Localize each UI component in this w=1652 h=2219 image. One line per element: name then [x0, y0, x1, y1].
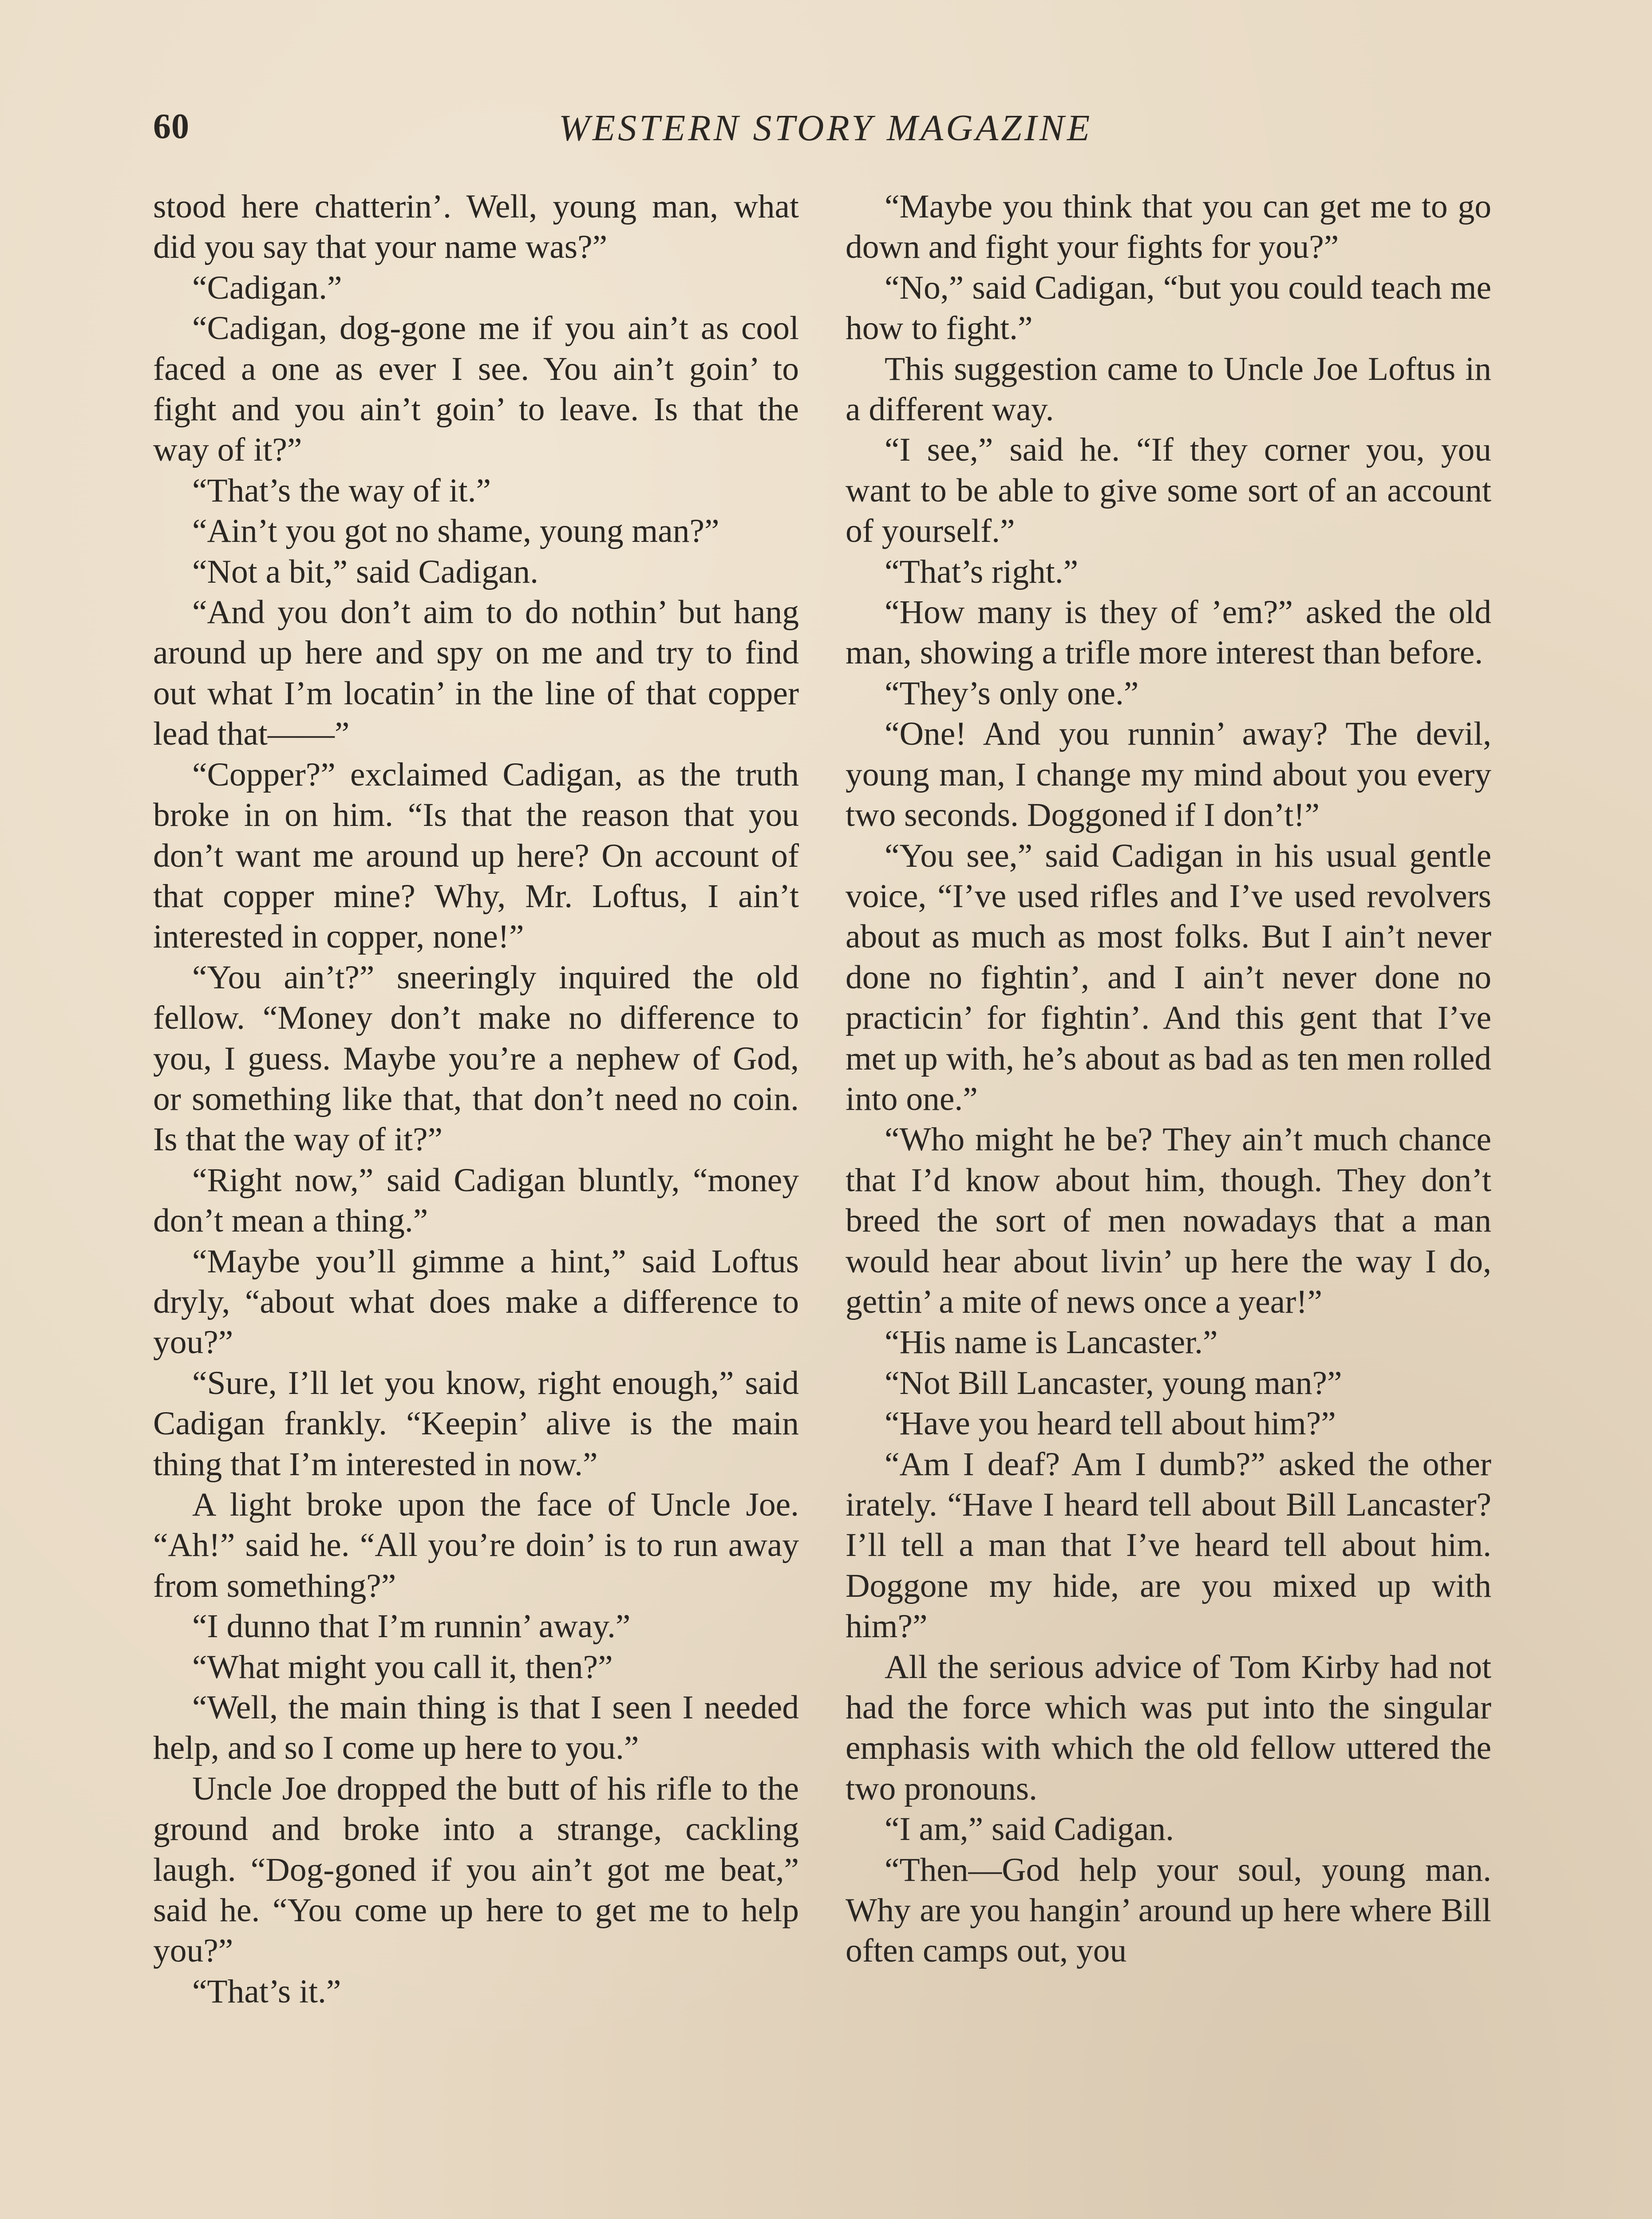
paragraph: “Then—God help your soul, young man. Why are you hangin’ around up here where Bill often camps out, you	[846, 1851, 1491, 1970]
paragraph: “They’s only one.”	[885, 675, 1139, 712]
paragraph: “That’s right.”	[885, 553, 1079, 590]
paragraph: “One! And you runnin’ away? The devil, young man, I change my mind about you every two seconds. Doggoned if I don’t!”	[846, 715, 1491, 834]
paragraph: “Not a bit,” said Cadigan.	[192, 553, 538, 590]
paragraph: “You see,” said Cadigan in his usual gentle voice, “I’ve used rifles and I’ve used revolvers about as much as most folks. But I ain’t never done no fightin’, and I ain’t never done no practicin’ for fightin’. And this gent that I’ve met up with, he’s about as bad as ten men rolled into one.”	[846, 837, 1491, 1117]
paragraph: “That’s the way of it.”	[192, 472, 491, 509]
page-header	[153, 107, 1498, 169]
paragraph: “I am,” said Cadigan.	[885, 1811, 1174, 1848]
paragraph: “Well, the main thing is that I seen I needed help, and so I come up here to you.”	[153, 1689, 799, 1767]
paragraph: “Am I deaf? Am I dumb?” asked the other irately. “Have I heard tell about Bill Lancaster? I’ll tell a man that I’ve heard tell about him. Doggone my hide, are you mixed up with him?”	[846, 1445, 1491, 1645]
paragraph: “I see,” said he. “If they corner you, you want to be able to give some sort of an account of yourself.”	[846, 431, 1491, 550]
paragraph: “You ain’t?” sneeringly inquired the old fellow. “Money don’t make no difference to you, I guess. Maybe you’re a nephew of God, or something like that, that don’t need no coin. Is that the way of it?”	[153, 959, 799, 1158]
paragraph: “His name is Lancaster.”	[885, 1324, 1218, 1361]
paragraph: “No,” said Cadigan, “but you could teach me how to fight.”	[846, 269, 1491, 347]
paragraph: “Sure, I’ll let you know, right enough,” said Cadigan frankly. “Keepin’ alive is the main thing that I’m interested in now.”	[153, 1364, 799, 1483]
page-number: 60	[153, 107, 190, 146]
paragraph: “Right now,” said Cadigan bluntly, “money don’t mean a thing.”	[153, 1161, 799, 1240]
paragraph: “Ain’t you got no shame, young man?”	[192, 513, 719, 550]
paragraph: This suggestion came to Uncle Joe Loftus in a different way.	[846, 350, 1491, 428]
paragraph: Uncle Joe dropped the butt of his rifle to the ground and broke into a strange, cackling laugh. “Dog-goned if you ain’t got me beat,” said he. “You come up here to get me to help you?”	[153, 1770, 799, 1970]
paragraph: “And you don’t aim to do nothin’ but hang around up here and spy on me and try to find out what I’m locatin’ in the line of that copper lead that——”	[153, 594, 799, 753]
paragraph: A light broke upon the face of Uncle Joe. “Ah!” said he. “All you’re doin’ is to run away from something?”	[153, 1486, 799, 1604]
paragraph: “Not Bill Lancaster, young man?”	[885, 1364, 1342, 1402]
paragraph: “Cadigan.”	[192, 269, 342, 306]
right-column	[846, 186, 1491, 1971]
paragraph: All the serious advice of Tom Kirby had not had the force which was put into the singular emphasis with which the old fellow uttered the two pronouns.	[846, 1648, 1491, 1807]
paragraph: “Cadigan, dog-gone me if you ain’t as cool faced a one as ever I see. You ain’t goin’ to fight and you ain’t goin’ to leave. Is that the way of it?”	[153, 310, 799, 469]
paragraph: “What might you call it, then?”	[192, 1648, 613, 1686]
paragraph: “Copper?” exclaimed Cadigan, as the truth broke in on him. “Is that the reason that you don’t want me around up here? On account of that copper mine? Why, Mr. Loftus, I ain’t interested in copper, none!”	[153, 756, 799, 956]
paragraph: “Maybe you’ll gimme a hint,” said Loftus dryly, “about what does make a difference to you?”	[153, 1243, 799, 1361]
paragraph: “That’s it.”	[192, 1973, 341, 2010]
running-head: WESTERN STORY MAGAZINE	[558, 107, 1093, 149]
paragraph: “Have you heard tell about him?”	[885, 1405, 1336, 1442]
paragraph: “Who might he be? They ain’t much chance that I’d know about him, though. They don’t breed the sort of men nowadays that a man would hear about livin’ up here the way I do, gettin’ a mite of news once a year!”	[846, 1121, 1491, 1320]
paragraph: stood here chatterin’. Well, young man, what did you say that your name was?”	[153, 188, 799, 266]
paragraph: “Maybe you think that you can get me to go down and fight your fights for you?”	[846, 188, 1491, 266]
paragraph: “I dunno that I’m runnin’ away.”	[192, 1608, 631, 1645]
paragraph: “How many is they of ’em?” asked the old man, showing a trifle more interest than before.	[846, 594, 1491, 671]
left-column	[153, 186, 799, 2012]
